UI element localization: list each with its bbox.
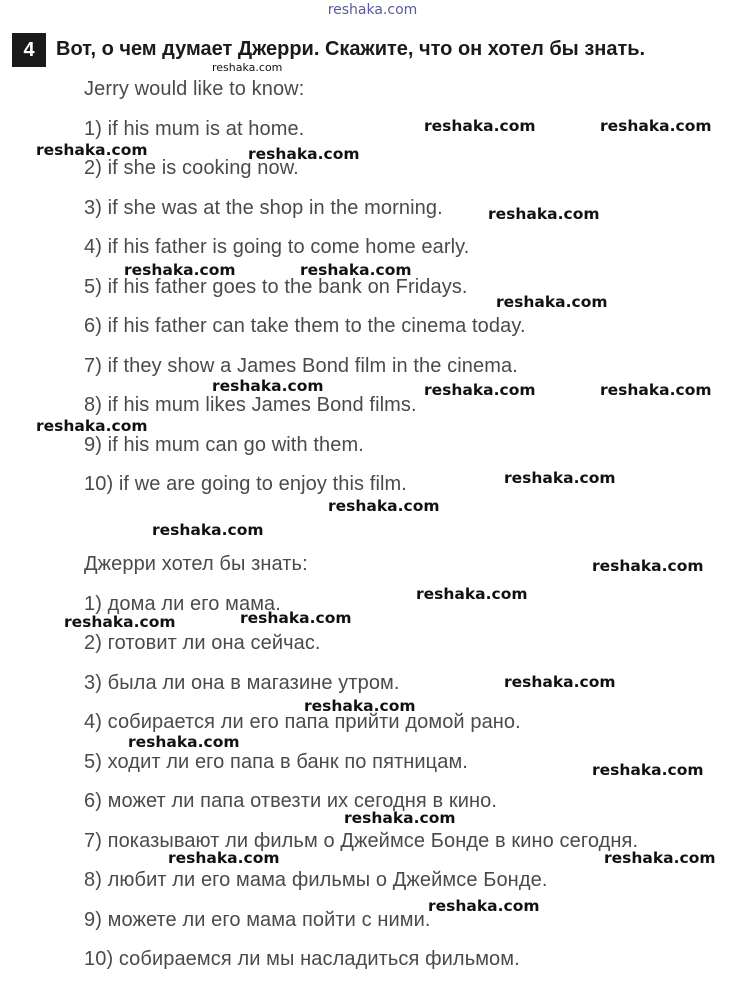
watermark: reshaka.com [504, 469, 616, 487]
russian-item-4: 4) собирается ли его папа прийти домой рано. [84, 711, 521, 733]
english-item-9: 9) if his mum can go with them. [84, 434, 364, 456]
watermark: reshaka.com [416, 585, 528, 603]
watermark: reshaka.com [168, 849, 280, 867]
watermark: reshaka.com [212, 61, 283, 74]
russian-item-2: 2) готовит ли она сейчас. [84, 632, 321, 654]
watermark: reshaka.com [128, 733, 240, 751]
watermark: reshaka.com [300, 261, 412, 279]
watermark: reshaka.com [36, 417, 148, 435]
english-item-2: 2) if she is cooking now. [84, 157, 299, 179]
exercise-task-title: Вот, о чем думает Джерри. Скажите, что он хотел бы знать. [56, 38, 646, 60]
russian-intro: Джерри хотел бы знать: [84, 553, 308, 575]
russian-item-8: 8) любит ли его мама фильмы о Джеймсе Бонде. [84, 869, 548, 891]
watermark: reshaka.com [604, 849, 716, 867]
english-item-1: 1) if his mum is at home. [84, 118, 305, 140]
watermark: reshaka.com [592, 761, 704, 779]
russian-item-10: 10) собираемся ли мы насладиться фильмом. [84, 948, 520, 970]
watermark: reshaka.com [304, 697, 416, 715]
watermark: reshaka.com [124, 261, 236, 279]
russian-item-1: 1) дома ли его мама. [84, 593, 281, 615]
site-header-link[interactable]: reshaka.com [327, 2, 418, 18]
watermark: reshaka.com [424, 117, 536, 135]
russian-item-9: 9) можете ли его мама пойти с ними. [84, 909, 431, 931]
watermark: reshaka.com [36, 141, 148, 159]
russian-item-3: 3) была ли она в магазине утром. [84, 672, 400, 694]
english-item-10: 10) if we are going to enjoy this film. [84, 473, 407, 495]
watermark: reshaka.com [64, 613, 176, 631]
watermark: reshaka.com [600, 117, 712, 135]
watermark: reshaka.com [428, 897, 540, 915]
watermark: reshaka.com [344, 809, 456, 827]
watermark: reshaka.com [328, 497, 440, 515]
watermark: reshaka.com [504, 673, 616, 691]
russian-item-6: 6) может ли папа отвезти их сегодня в кино. [84, 790, 498, 812]
english-item-6: 6) if his father can take them to the cinema today. [84, 315, 526, 337]
watermark: reshaka.com [212, 377, 324, 395]
english-item-4: 4) if his father is going to come home early. [84, 236, 470, 258]
english-item-7: 7) if they show a James Bond film in the cinema. [84, 355, 518, 377]
russian-item-7: 7) показывают ли фильм о Джеймсе Бонде в кино сегодня. [84, 830, 639, 852]
watermark: reshaka.com [248, 145, 360, 163]
watermark: reshaka.com [600, 381, 712, 399]
watermark: reshaka.com [240, 609, 352, 627]
english-item-3: 3) if she was at the shop in the morning. [84, 197, 443, 219]
english-item-8: 8) if his mum likes James Bond films. [84, 394, 417, 416]
watermark: reshaka.com [592, 557, 704, 575]
watermark: reshaka.com [488, 205, 600, 223]
watermark: reshaka.com [424, 381, 536, 399]
watermark: reshaka.com [152, 521, 264, 539]
english-intro: Jerry would like to know: [84, 78, 305, 100]
exercise-number-badge: 4 [12, 33, 46, 67]
russian-item-5: 5) ходит ли его папа в банк по пятницам. [84, 751, 468, 773]
english-item-5: 5) if his father goes to the bank on Fridays. [84, 276, 468, 298]
watermark: reshaka.com [496, 293, 608, 311]
